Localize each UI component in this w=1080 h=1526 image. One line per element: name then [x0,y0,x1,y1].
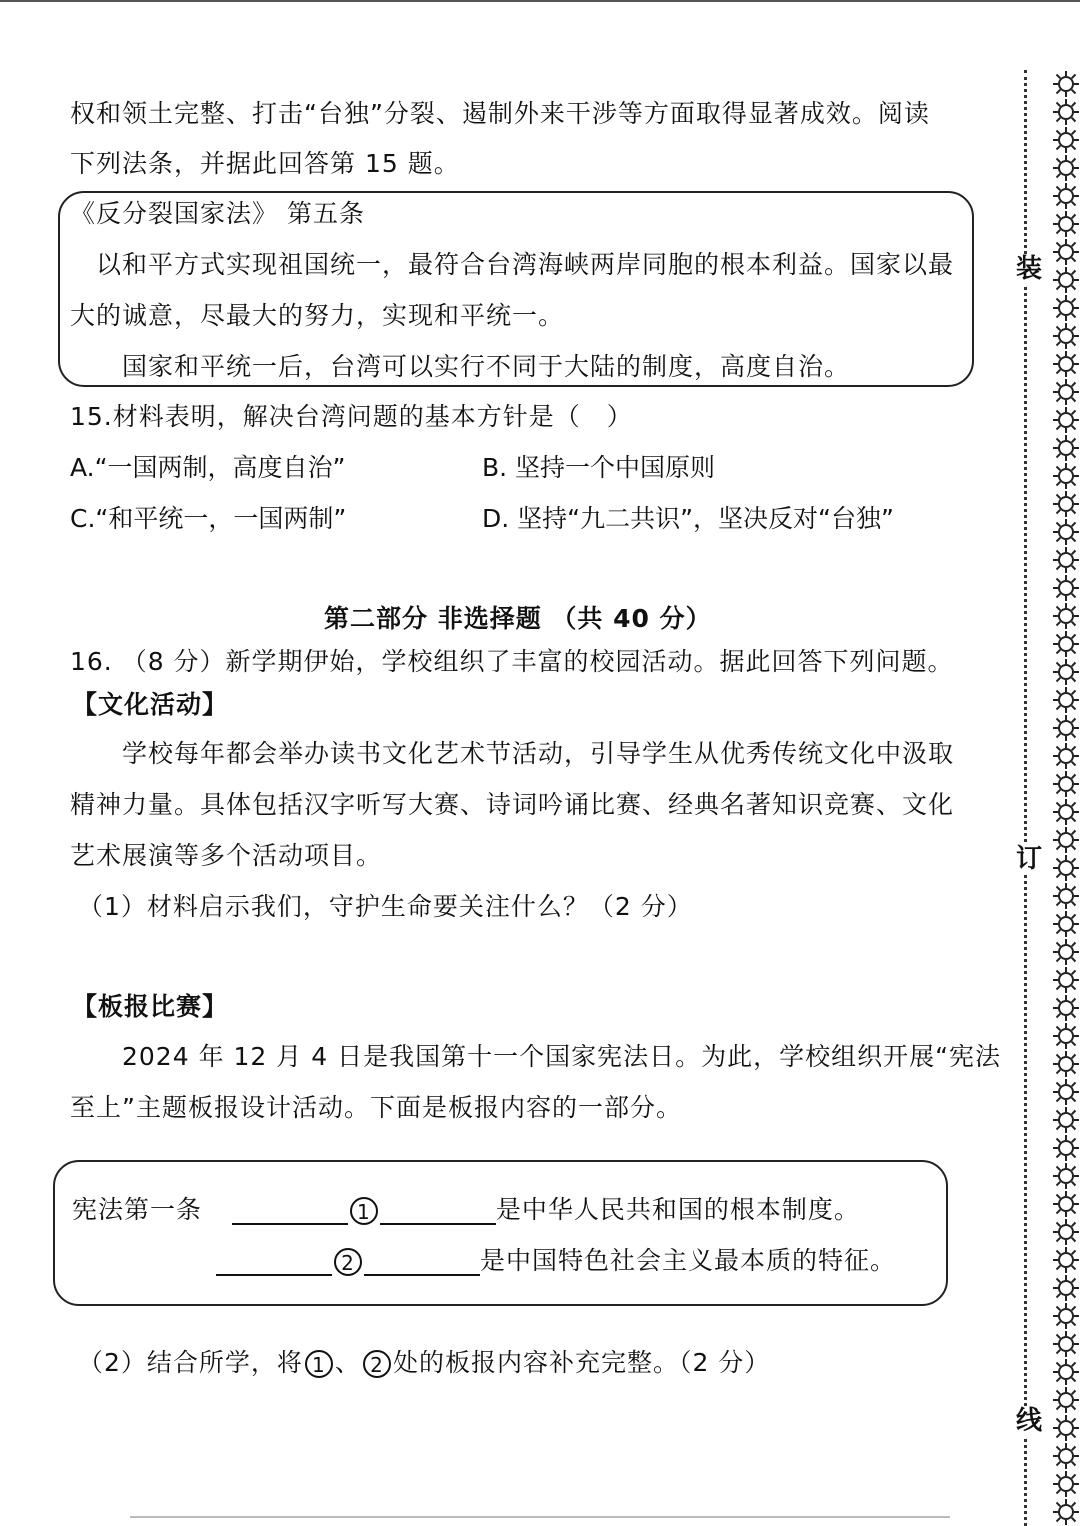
gear-icon [1053,295,1079,321]
gear-icon [1053,1219,1079,1245]
gear-icon [1053,99,1079,125]
part-2-circled-1: 1 [305,1350,333,1378]
question-15-option-c: C.“和平统一，一国两制” [70,504,347,533]
gear-icon [1053,183,1079,209]
gear-icon [1053,1051,1079,1077]
law-title: 《反分裂国家法》 第五条 [70,199,365,228]
blackboard-content-box [53,1160,948,1306]
gear-icon [1053,1247,1079,1273]
blank-1-right [380,1197,496,1225]
gear-icon [1053,659,1079,685]
question-15-option-a: A.“一国两制，高度自治” [70,453,346,482]
board-text-2: 是中国特色社会主义最本质的特征。 [480,1246,897,1275]
culture-line-2: 精神力量。具体包括汉字听写大赛、诗词吟诵比赛、经典名著知识竞赛、文化 [70,790,955,819]
part-2-text-a: （2）结合所学，将 [78,1348,303,1377]
gear-icon [1053,155,1079,181]
intro-line-1: 权和领土完整、打击“台独”分裂、遏制外来干涉等方面取得显著成效。阅读 [70,99,930,128]
gear-icon [1053,211,1079,237]
board-label: 宪法第一条 [72,1195,203,1224]
gear-icon [1053,995,1079,1021]
board-text-1: 是中华人民共和国的根本制度。 [495,1195,860,1224]
question-15-option-b: B. 坚持一个中国原则 [482,453,716,482]
binding-dotted-line [1024,70,1027,1526]
gear-icon [1053,519,1079,545]
gear-icon [1053,1107,1079,1133]
gear-icon [1053,715,1079,741]
gear-icon [1053,1387,1079,1413]
gear-icon [1053,799,1079,825]
gear-icon [1053,1163,1079,1189]
blank-2-left [216,1248,332,1276]
law-paragraph-1-line-1: 以和平方式实现祖国统一，最符合台湾海峡两岸同胞的根本利益。国家以最 [96,250,955,279]
gear-icon [1053,323,1079,349]
circled-number-2: 2 [334,1248,362,1276]
gear-icon [1053,379,1079,405]
question-15-option-d: D. 坚持“九二共识”，坚决反对“台独” [482,504,894,533]
gear-icon [1053,491,1079,517]
board-row-2 [216,1245,896,1277]
gear-icon [1053,911,1079,937]
law-paragraph-1-line-2: 大的诚意，尽最大的努力，实现和平统一。 [70,301,565,330]
gear-icon [1053,1135,1079,1161]
board-intro-line-2: 至上”主题板报设计活动。下面是板报内容的一部分。 [70,1093,682,1122]
blank-2-right [364,1248,480,1276]
gear-icon [1053,687,1079,713]
gear-icon [1053,1275,1079,1301]
gear-icon [1053,267,1079,293]
question-16-stem: 16. （8 分）新学期伊始，学校组织了丰富的校园活动。据此回答下列问题。 [70,647,954,676]
board-row-1 [72,1194,860,1226]
part-2-text-b: 处的板报内容补充完整。（2 分） [392,1348,771,1377]
gear-icon [1053,547,1079,573]
circled-number-1: 1 [350,1197,378,1225]
part-2-title: 第二部分 非选择题 （共 40 分） [324,604,712,633]
law-paragraph-2: 国家和平统一后，台湾可以实行不同于大陆的制度，高度自治。 [122,352,851,381]
gear-icon [1053,1303,1079,1329]
board-intro-line-1: 2024 年 12 月 4 日是我国第十一个国家宪法日。为此，学校组织开展“宪法 [122,1042,1002,1071]
gear-icon [1053,603,1079,629]
section-board-title: 【板报比赛】 [72,992,229,1021]
gear-icon [1053,883,1079,909]
gear-icon [1053,127,1079,153]
culture-line-1: 学校每年都会举办读书文化艺术节活动，引导学生从优秀传统文化中汲取 [122,739,955,768]
gear-icon [1053,771,1079,797]
gear-icon [1053,743,1079,769]
blank-1-left [232,1197,348,1225]
question-16-part-1: （1）材料启示我们，守护生命要关注什么？（2 分） [78,892,693,921]
gear-icon [1053,463,1079,489]
gear-icon [1053,967,1079,993]
gear-icon [1053,1443,1079,1469]
page-bottom-rule [130,1516,950,1518]
gear-icon [1053,1079,1079,1105]
gear-icon [1053,1191,1079,1217]
binding-char-xian: 线 [1015,1406,1042,1436]
gear-icon [1053,1331,1079,1357]
section-culture-title: 【文化活动】 [72,690,229,719]
culture-line-3: 艺术展演等多个活动项目。 [70,841,383,870]
gear-icon [1053,239,1079,265]
question-15-stem: 15.材料表明，解决台湾问题的基本方针是（ ） [70,402,633,431]
gear-border-svg [1052,70,1080,1526]
binding-char-zhuang: 装 [1015,254,1042,284]
gear-icon [1053,1415,1079,1441]
gear-icon [1053,631,1079,657]
binding-char-ding: 订 [1015,844,1042,874]
gear-icon [1053,1499,1079,1525]
gear-icon [1053,1471,1079,1497]
gear-icon [1053,351,1079,377]
gear-icon [1053,435,1079,461]
intro-line-2: 下列法条，并据此回答第 15 题。 [70,149,460,178]
gear-icon [1053,939,1079,965]
gear-icon [1053,855,1079,881]
gear-icon [1053,71,1079,97]
gear-icon [1053,1023,1079,1049]
gear-icon [1053,827,1079,853]
gear-icon [1053,407,1079,433]
gear-icon [1053,575,1079,601]
question-16-part-2 [78,1347,770,1379]
part-2-separator: 、 [334,1348,361,1377]
part-2-circled-2: 2 [363,1350,391,1378]
gear-icon [1053,1359,1079,1385]
page-top-border [0,0,1080,2]
binding-gear-border [1052,70,1080,1526]
